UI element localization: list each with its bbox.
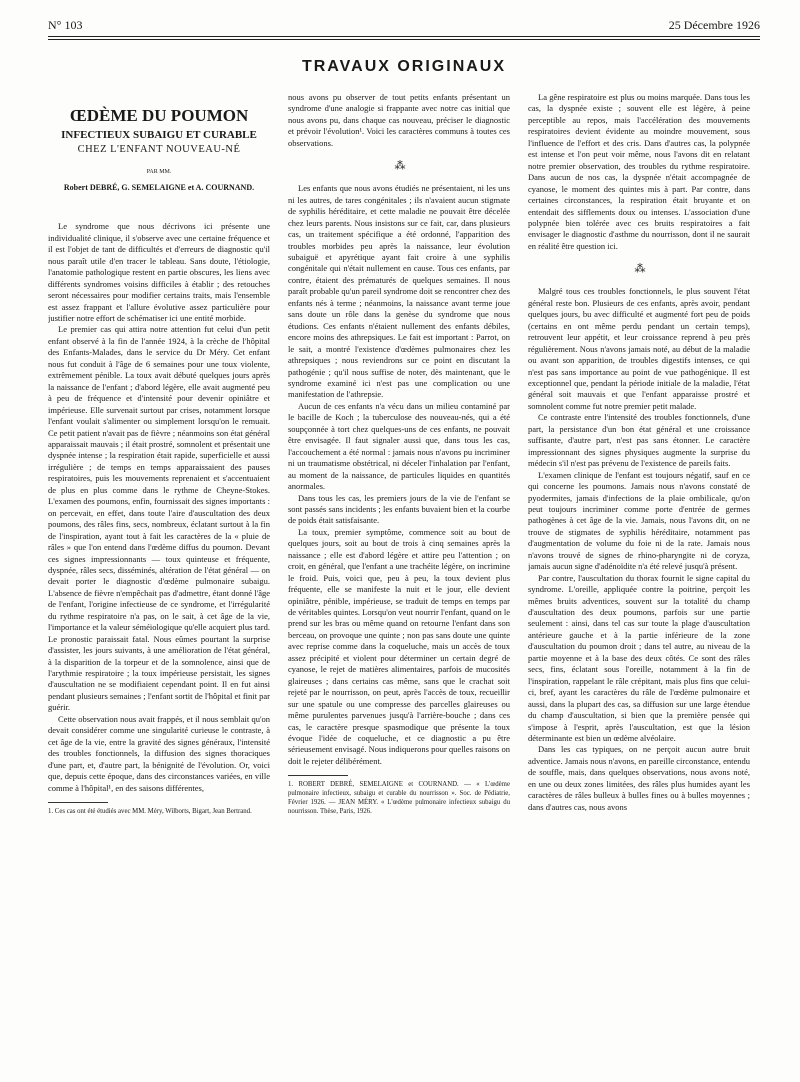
paragraph: Les enfants que nous avons étudiés ne présentaient, ni les uns ni les autres, de tares congénitales ; ils n'avaient aucun stigmate de syphilis héréditaire, et cette maladie ne pouvait être décelée chez leurs parents. Nous insistons sur ce fait, car, dans plusieurs cas, un traitement spécifique a été ordonné, l'apparition des troubles morbides peu après la naissance, leur évolution subaiguë et apyrétique ayant fait croire à une syphilis congénitale qui n'était nullement en cause. Tous ces enfants, par contre, étaient des prématurés de quelques semaines. Il nous paraît probable qu'un pareil syndrome doit se rencontrer chez des enfants nés à terme ; néanmoins, la naissance avant terme joue sans doute un rôle dans la genèse du syndrome que nous étudions. Ces enfants n'étaient nullement des enfants débiles, encore moins des athrepsiques. Le fait est important : Parrot, on le sait, a montré l'existence d'œdèmes pulmonaires chez les athrepsiques ; nous reviendrons sur ce point en discutant la pathogénie ; qu'il nous suffise de noter, dès maintenant, que le syndrome examiné ici n'est pas une complication ou une manifestation de l'athrepsie.	[288, 183, 510, 400]
paragraph: nous avons pu observer de tout petits enfants présentant un syndrome d'une analogie si frappante avec notre cas initial que nous avons pu, dans chaque cas nouveau, préciser le diagnostic et prévoir l'évolution¹. Voici les caractères communs à toutes ces observations.	[288, 92, 510, 148]
footnote: 1. ROBERT DEBRÉ, SEMELAIGNE et COURNAND. — « L'œdème pulmonaire infectieux, subaigu et curable du nourrisson ». Soc. de Pédiatrie, Février 1926. — JEAN MÉRY. « L'œdème pulmonaire infectieux subaigu du nourrisson. Thèse, Paris, 1926.	[288, 781, 510, 816]
paragraph: Dans les cas typiques, on ne perçoit aucun autre bruit adventice. Jamais nous n'avons, en pareille circonstance, entendu de souffle, mais, dans quelques observations, nous avons noté, en une ou deux zones limitées, des râles plus humides ayant les caractères de râles bulleux à bulles fines ou à bulles moyennes ; dans d'autres cas, nous avons	[528, 744, 750, 812]
paragraph: L'examen clinique de l'enfant est toujours négatif, sauf en ce qui concerne les poumons. Jamais nous n'avons constaté de pyodermites, jamais d'infections de la plaie ombilicale, qu'on peut toujours incriminer comme porte d'entrée de germes pathogènes à cet âge de la vie. Jamais, nous l'avons dit, on ne trouve de stigmates de syphilis héréditaire, notamment pas d'augmentation de volume du foie ni de la rate. Jamais nous n'avons trouvé de signes de rhino-pharyngite ni de coryza, jamais aucun signe d'adénoïdite n'a été relevé jusqu'à présent.	[528, 469, 750, 572]
issue-number: N° 103	[48, 18, 83, 32]
paragraph: Le premier cas qui attira notre attention fut celui d'un petit enfant observé à la fin de l'année 1924, à la crèche de l'hôpital des Enfants-Malades, dans le service du Dr Méry. Cet enfant nous fut conduit à l'âge de 6 semaines pour une toux violente, extrêmement pénible. La toux avait débuté quelques jours après la naissance de l'enfant ; d'abord légère, elle avait augmenté peu à peu de fréquence et d'intensité pour devenir opiniâtre et impérieuse. Elle survenait surtout par crises, notamment lorsque l'enfant voulait s'alimenter ou simplement lorsqu'on le remuait. Ce petit patient n'avait pas de fièvre ; néanmoins son état général apparaissait mauvais ; il était prostré, somnolent et présentait une dyspnée intense ; la respiration était rapide, superficielle et aussi irrégulière ; de temps en temps apparaissaient des pauses respiratoires, puis les mouvements reprenaient et s'accentuaient de plus en plus comme dans le rythme de Cheyne-Stokes. L'examen des poumons, enfin, fournissait des signes importants : on percevait, en effet, dans toute l'aire d'auscultation des deux poumons, des râles fins, secs, nombreux, éclatant surtout à la fin de l'inspiration, ayant tout à fait les caractères de la « pluie de râles » que l'on entend dans l'œdème diffus du poumon. Devant ces signes impressionnants — toux quinteuse et fréquente, dyspnée, râles secs, disséminés, altération de l'état général — on devait porter le diagnostic d'œdème pulmonaire subaigu. L'absence de fièvre n'empêchait pas d'admettre, étant donné l'âge de l'enfant, l'origine infectieuse de ce syndrome, et l'irrégularité du rythme respiratoire n'a pas, on le sait, à cet âge de la vie, l'importance et la valeur séméiologique qu'elle acquiert plus tard. Le pronostic paraissait fatal. Nous eûmes pourtant la surprise d'assister, les jours suivants, à une amélioration de l'état général, à la disparition de la torpeur et de la somnolence, ainsi que de l'arythmie respiratoire ; la toux impérieuse persistait, les signes d'auscultation ne se modifiaient cependant point. Il en fut ainsi pendant plusieurs semaines ; l'enfant sortit de l'hôpital et finit par guérir.	[48, 324, 270, 713]
footnote-rule	[288, 775, 348, 776]
footnotes	[288, 775, 510, 816]
header-rule	[48, 36, 760, 37]
article-subtitle: INFECTIEUX SUBAIGU ET CURABLE	[61, 129, 257, 141]
paragraph: Malgré tous ces troubles fonctionnels, le plus souvent l'état général reste bon. Plusieurs de ces enfants, après avoir, pendant quelques jours, bu avec difficulté et augmenté fort peu de poids (certains en ont même perdu pendant un certain temps), retrouvent leur appétit, et leur croissance reprend à peu près régulièrement. Nous n'avons jamais noté, au début de la maladie ou avant son apparition, de troubles digestifs intenses, ce qui n'est pas sans importance au point de vue pathogénique. Il est exceptionnel que, pendant la période initiale de la maladie, l'état général soit mauvais et que l'enfant apparaisse prostré et somnolent comme fut notre premier petit malade.	[528, 286, 750, 411]
paragraph: Le syndrome que nous décrivons ici présente une individualité clinique, il s'observe avec une certaine fréquence et il est l'objet de tant de difficultés et d'erreurs de diagnostic qu'il nous paraît utile d'en tracer le tableau. Sans doute, l'étiologie, l'anatomie pathologique restent en partie obscures, les liens avec différents syndromes voisins difficiles à établir ; des retouches seront nécessaires pour modifier certains traits, mais l'ensemble est assez frappant et l'allure évolutive assez particulière pour justifier notre effort de schématiser ici une entité morbide.	[48, 221, 270, 323]
column-2	[288, 92, 510, 1068]
byline-par: PAR MM.	[146, 169, 172, 176]
column-3	[528, 92, 750, 1068]
paragraph: Ce contraste entre l'intensité des troubles fonctionnels, d'une part, la persistance d'un bon état général et une croissance suffisante, d'autre part, n'est pas sans étonner. Le caractère impressionnant des signes physiques augmente la surprise du médecin s'il n'est pas prévenu de l'existence de pareils faits.	[528, 412, 750, 469]
paragraph: Aucun de ces enfants n'a vécu dans un milieu contaminé par le bacille de Koch ; la tuberculose des nouveau-nés, qui a été soupçonnée à tort chez quelques-uns de ces enfants, ne pouvait être envisagée. Il faut signaler aussi que, dans tous les cas, l'accouchement a été normal : jamais nous n'avons pu incriminer ni un traumatisme obstétrical, ni déceler l'inhalation par l'enfant, au moment de la naissance, de particules liquides en quantités anormales.	[288, 400, 510, 492]
running-header	[48, 18, 760, 32]
article-subtitle-2: CHEZ L'ENFANT NOUVEAU-NÉ	[77, 144, 241, 155]
section-title: TRAVAUX ORIGINAUX	[301, 58, 507, 75]
section-separator-stars: ⁂	[394, 160, 404, 173]
footnote-rule	[48, 802, 108, 803]
column-1	[48, 92, 270, 1068]
paragraph: La toux, premier symptôme, commence soit au bout de quelques jours, soit au bout de trois à cinq semaines après la naissance ; elle est d'abord légère et attire peu l'attention ; on croit, en général, que l'enfant a une trachéite légère, on incrimine le froid. Puis, voici que, peu à peu, la toux devient plus fréquente, elle se manifeste la nuit et le jour, elle devient opiniâtre, pénible, impérieuse, se traduit de temps en temps par de véritables quintes. Lorsqu'on veut nourrir l'enfant, quand on le prend sur les bras ou même quand on retourne l'enfant dans son berceau, on provoque une quinte ; non pas sans doute une quinte avec reprise comme dans la coqueluche, mais un accès de toux assez précipité et violent pour déterminer un certain degré de cyanose, le rejet de matières alimentaires, parfois de mucosités glaireuses ; dans certains cas même, sans que le crachat soit rejeté par le nourrisson, on peut, après l'accès de toux, recueillir sur une spatule ou une compresse des parcelles glaireuses ou même purulentes parvenues jusqu'à l'arrière-bouche ; dans ces cas, le caractère presque spasmodique que présente la toux évoque l'idée de coqueluche, et ce diagnostic a pu être sérieusement envisagé. Nous indiquerons pour quelles raisons on doit le rejeter délibérément.	[288, 526, 510, 766]
section-separator-stars: ⁂	[634, 263, 644, 276]
footnotes	[48, 802, 270, 816]
article-title: ŒDÈME DU POUMON	[69, 106, 249, 125]
paragraph: Par contre, l'auscultation du thorax fournit le signe capital du syndrome. L'oreille, appliquée contre la poitrine, perçoit les mêmes bruits adventices, souvent sur la totalité du champ d'auscultation des deux poumons, parfois sur une partie seulement : ainsi, dans tel cas sur toute la plage d'auscultation antérieure gauche et à la partie inférieure de la zone d'auscultation du poumon droit ; dans tel autre, au niveau de la partie moyenne et à la base des deux côtés. Ce sont des râles secs, fins, éclatant sous l'oreille, notamment à la fin de l'inspiration, rappelant le râle crépitant, mais plus fins que celui-ci, bref, ayant les caractères du râle de l'œdème pulmonaire et aussi, dans la plupart des cas, sa diffusion sur une large étendue du champ d'auscultation, si bien que la première pensée qui s'impose à l'esprit, après l'auscultation, est que la lésion déterminante est bien un œdème alvéolaire.	[528, 572, 750, 744]
article-authors: Robert DEBRÉ, G. SEMELAIGNE et A. COURNAND.	[63, 182, 255, 192]
header-rule-double	[48, 39, 760, 40]
paragraph: La gêne respiratoire est plus ou moins marquée. Dans tous les cas, la dyspnée existe ; souvent elle est légère, à peine perceptible au repos, mais l'accélération des mouvements respiratoires devient évidente au moindre mouvement, sous l'influence de l'effort et des cris. Dans d'autres cas, la polypnée est intense et l'on peut voir même, nous l'avons dit en relatant notre premier observation, des troubles du rythme respiratoire. Dans aucun de nos cas, la dyspnée n'était accompagnée de cyanose, le moment des quintes mis à part. Par contre, dans certaines circonstances, la respiration était bruyante et on entendait des sifflements doux ou intenses. L'association d'une polypnée bien tolérée avec ces bruits respiratoires a fait envisager le diagnostic d'asthme du nourrisson, dont il ne saurait en réalité être question ici.	[528, 92, 750, 251]
paragraph: Dans tous les cas, les premiers jours de la vie de l'enfant se sont passés sans incidents ; les enfants buvaient bien et la courbe de poids était satisfaisante.	[288, 492, 510, 526]
issue-date: 25 Décembre 1926	[668, 18, 760, 32]
footnote: 1. Ces cas ont été étudiés avec MM. Méry, Wilborts, Bigart, Jean Bertrand.	[48, 808, 252, 816]
paragraph: Cette observation nous avait frappés, et il nous semblait qu'on devait considérer comme une singularité curieuse le contraste, à cet âge de la vie, entre la gravité des signes généraux, l'intensité des troubles fonctionnels, la diffusion des signes thoraciques d'une part, et, d'autre part, la bénignité de l'évolution. Or, voici que, depuis cette époque, dans des circonstances variées, en ville comme à l'hôpital¹, en des saisons différentes,	[48, 713, 270, 793]
